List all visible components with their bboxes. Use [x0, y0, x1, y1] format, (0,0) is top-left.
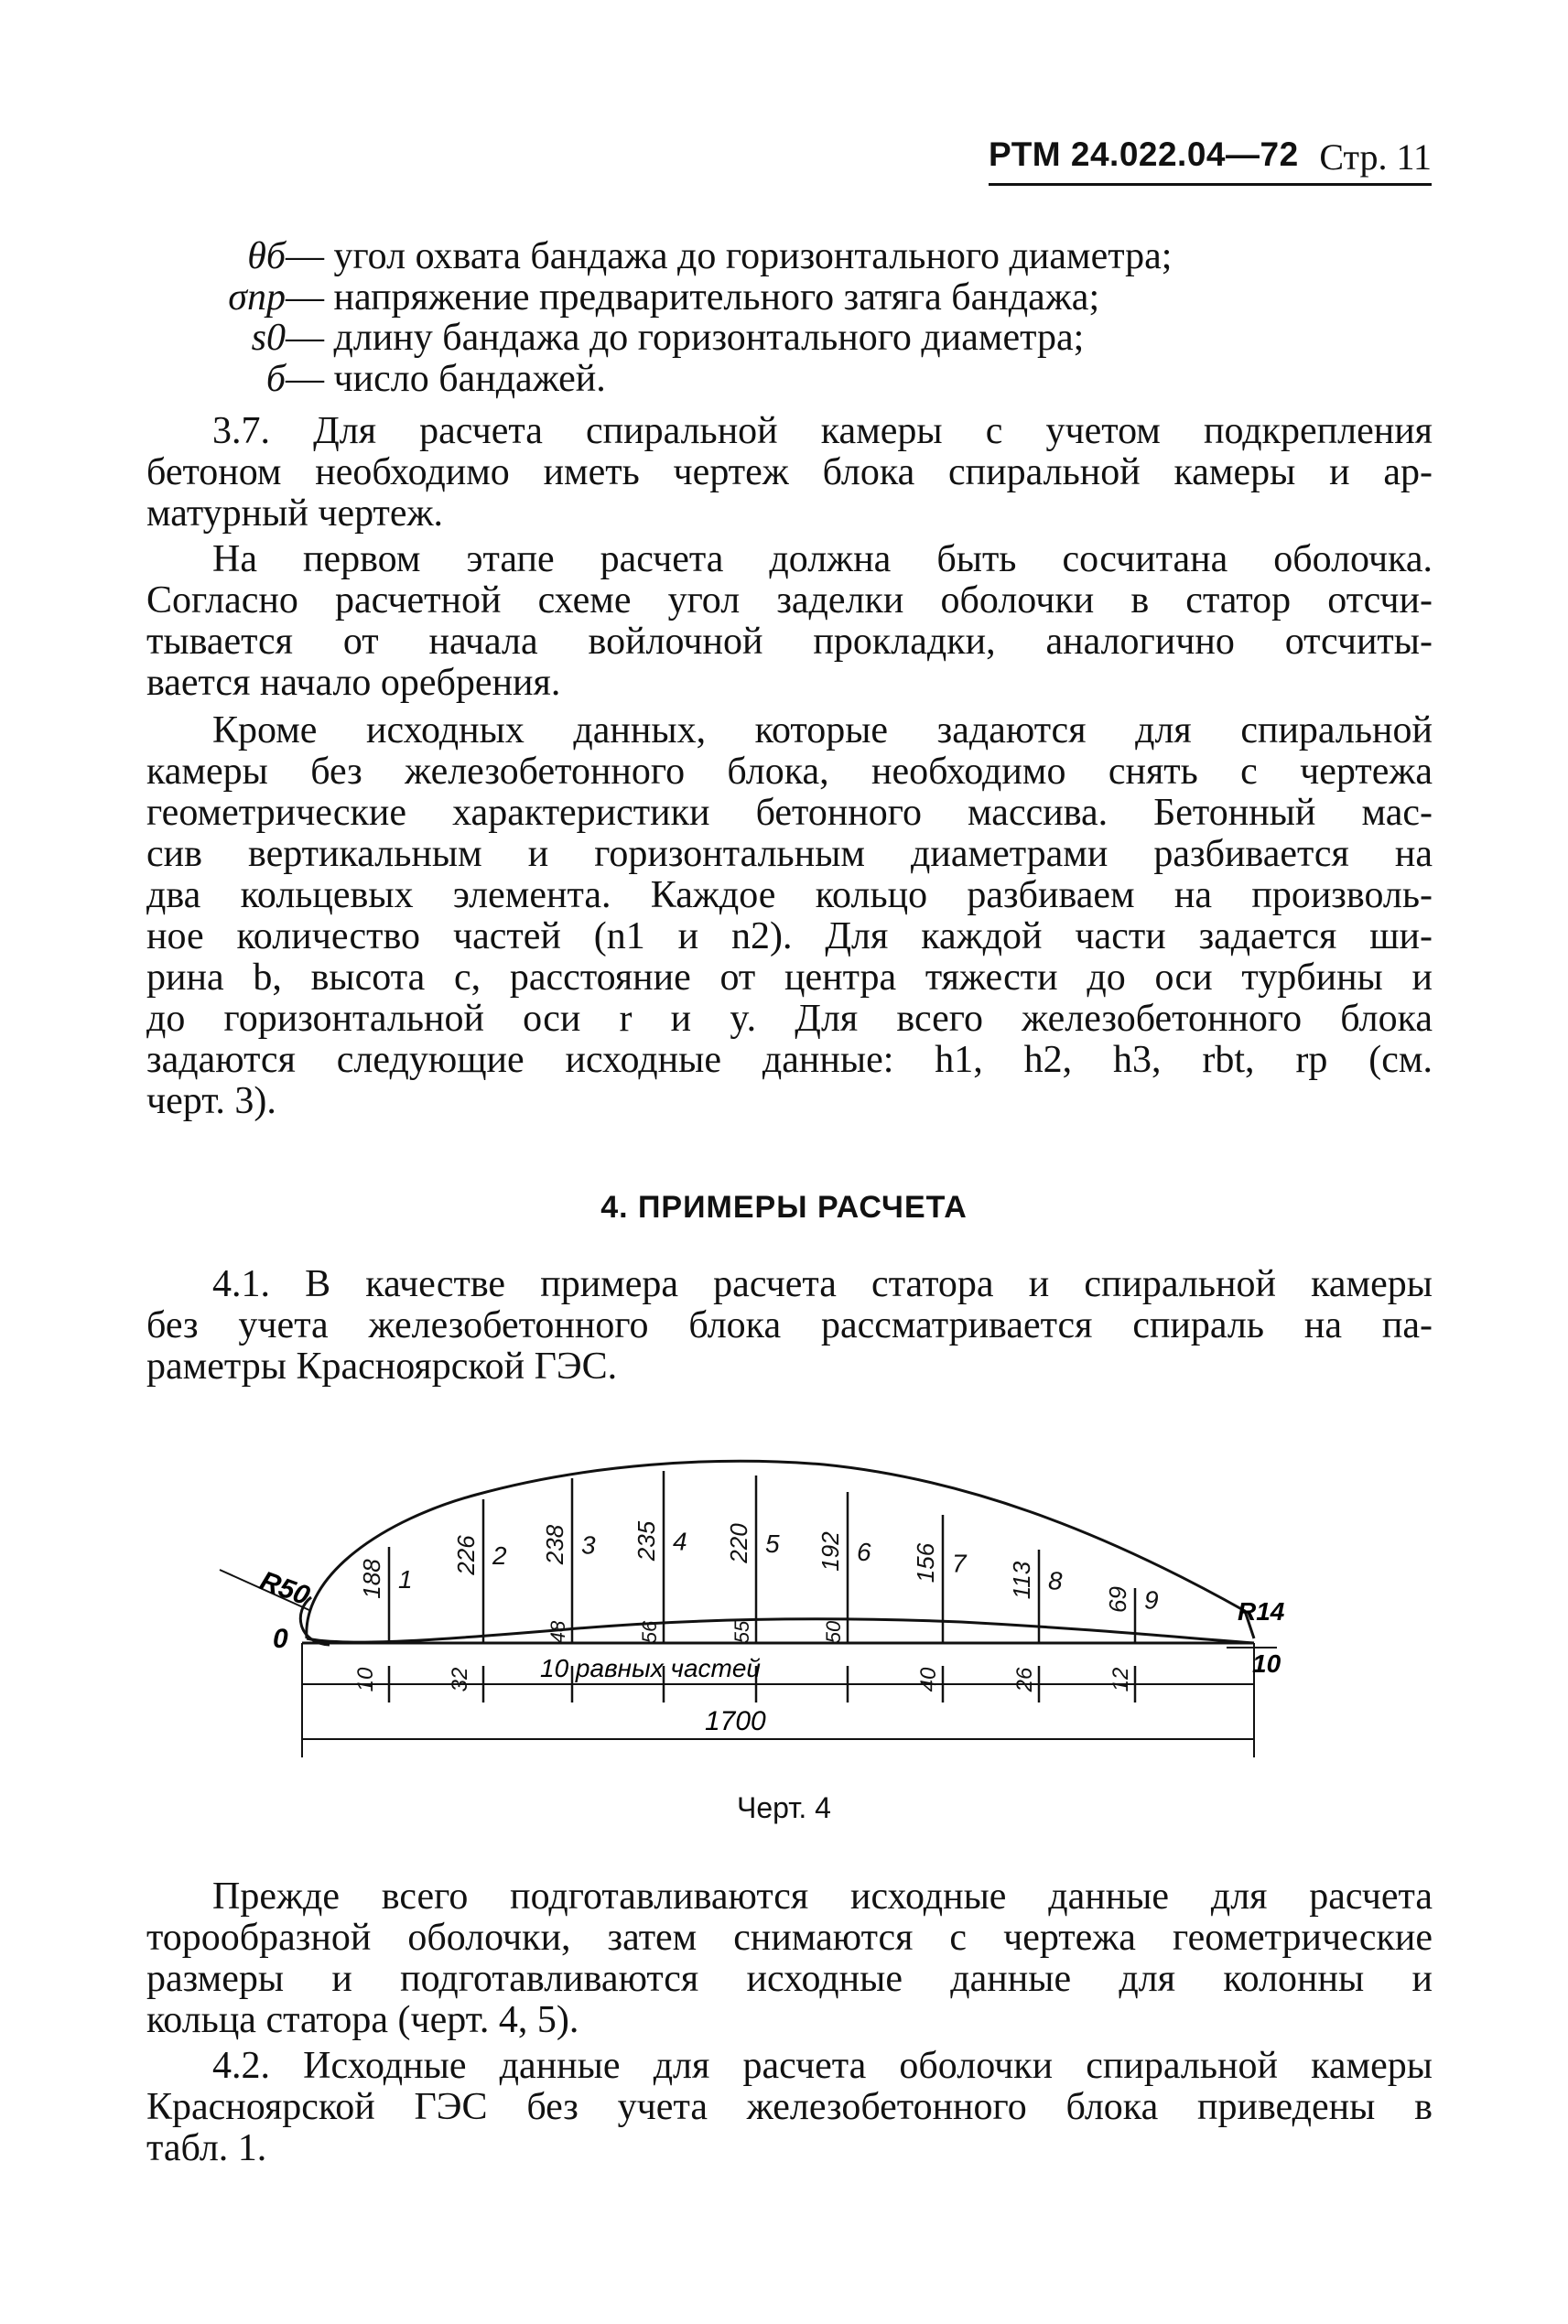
- r50-label: R50: [255, 1565, 314, 1612]
- section-number: 2: [492, 1541, 507, 1570]
- bottom-offset-label: 40: [916, 1667, 941, 1692]
- definition-item: s0— длину бандажа до горизонтального диаметра;: [251, 317, 1085, 359]
- total-length-label: 1700: [705, 1706, 766, 1736]
- upper-height-label: 192: [816, 1531, 844, 1572]
- page-number: Стр. 11: [1319, 136, 1432, 178]
- lower-height-label: 48: [546, 1620, 569, 1644]
- upper-height-label: 69: [1104, 1586, 1131, 1613]
- upper-height-label: 113: [1008, 1561, 1035, 1600]
- section-number: 4: [673, 1527, 687, 1556]
- section-number: 3: [581, 1530, 596, 1560]
- document-code: РТМ 24.022.04—72: [989, 135, 1299, 173]
- section-number: 1: [398, 1565, 413, 1594]
- upper-height-label: 156: [912, 1542, 939, 1584]
- lower-height-label: 56: [638, 1620, 661, 1644]
- upper-height-label: 188: [358, 1559, 385, 1599]
- section-number: 9: [1144, 1585, 1159, 1615]
- definition-item: θб— угол охвата бандажа до горизонтального диаметра;: [247, 235, 1173, 277]
- bottom-offset-label: 10: [353, 1667, 378, 1692]
- upper-height-label: 220: [725, 1523, 752, 1563]
- section-number: 6: [857, 1538, 871, 1566]
- lower-height-label: 50: [822, 1620, 845, 1644]
- figure-caption: Черт. 4: [737, 1791, 831, 1824]
- section-number: 5: [765, 1530, 780, 1558]
- lower-height-label: 55: [730, 1620, 753, 1644]
- section-title: 4. ПРИМЕРЫ РАСЧЕТА: [600, 1190, 968, 1225]
- upper-height-label: 235: [633, 1520, 660, 1562]
- bottom-offset-label: 26: [1012, 1667, 1037, 1692]
- bottom-offset-label: 12: [1108, 1667, 1133, 1692]
- r14-label: R14: [1238, 1597, 1285, 1626]
- end-offset-label: 10: [1252, 1649, 1281, 1678]
- origin-label: 0: [273, 1624, 288, 1654]
- division-note: 10 равных частей: [540, 1654, 762, 1682]
- definition-item: б— число бандажей.: [265, 357, 606, 400]
- section-number: 7: [952, 1549, 967, 1578]
- bottom-offset-label: 32: [448, 1667, 472, 1692]
- profile-lower-contour: [307, 1619, 1254, 1643]
- upper-height-label: 238: [541, 1524, 568, 1565]
- definition-item: σпр— напряжение предварительного затяга бандажа;: [228, 276, 1100, 319]
- section-number: 8: [1048, 1566, 1063, 1595]
- upper-height-label: 226: [452, 1535, 480, 1575]
